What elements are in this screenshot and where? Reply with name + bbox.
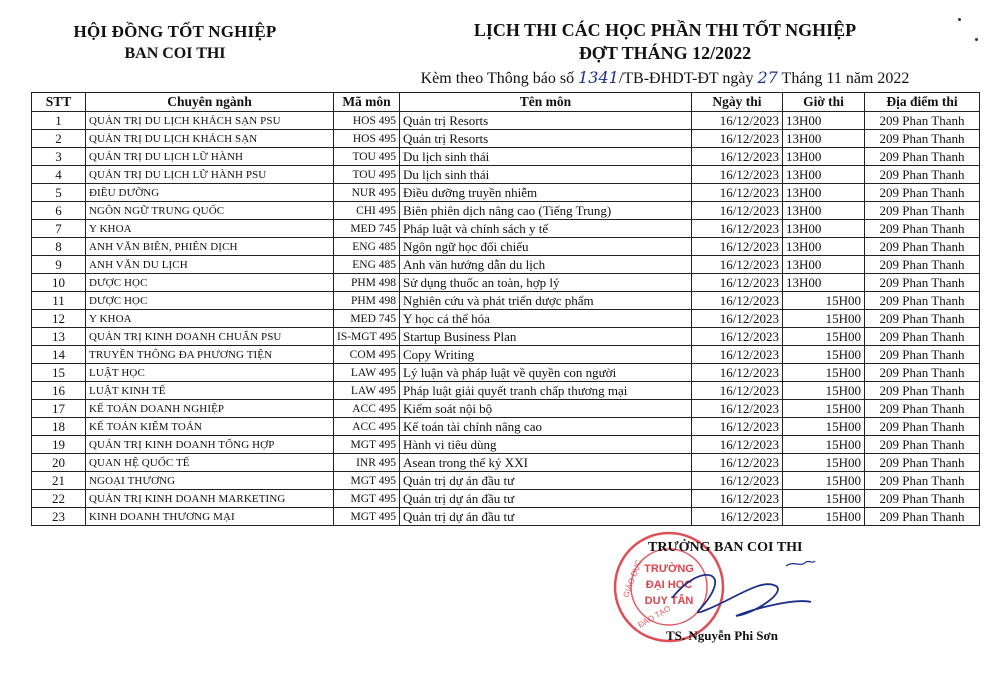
- cell-subject: Pháp luật giải quyết tranh chấp thương mại: [400, 382, 692, 400]
- cell-date: 16/12/2023: [692, 166, 783, 184]
- cell-place: 209 Phan Thanh: [865, 508, 980, 526]
- svg-text:TRƯỜNG: TRƯỜNG: [644, 563, 694, 575]
- cell-place: 209 Phan Thanh: [865, 220, 980, 238]
- table-row: [32, 148, 980, 166]
- cell-place: 209 Phan Thanh: [865, 256, 980, 274]
- cell-stt: 13: [32, 328, 86, 346]
- table-row: [32, 346, 980, 364]
- table-row: [32, 238, 980, 256]
- cell-major: LUẬT HỌC: [86, 364, 334, 382]
- cell-subject: Du lịch sinh thái: [400, 166, 692, 184]
- cell-subject: Anh văn hướng dẫn du lịch: [400, 256, 692, 274]
- cell-subject: Sử dụng thuốc an toàn, hợp lý: [400, 274, 692, 292]
- cell-date: 16/12/2023: [692, 148, 783, 166]
- cell-place: 209 Phan Thanh: [865, 400, 980, 418]
- cell-major: QUẢN TRỊ KINH DOANH MARKETING: [86, 490, 334, 508]
- table-row: [32, 454, 980, 472]
- cell-time: 13H00: [783, 148, 865, 166]
- cell-date: 16/12/2023: [692, 364, 783, 382]
- cell-place: 209 Phan Thanh: [865, 292, 980, 310]
- svg-text:DUY TÂN: DUY TÂN: [644, 595, 694, 607]
- cell-time: 13H00: [783, 130, 865, 148]
- cell-stt: 7: [32, 220, 86, 238]
- cell-stt: 5: [32, 184, 86, 202]
- cell-stt: 23: [32, 508, 86, 526]
- col-header-stt: STT: [32, 93, 86, 112]
- cell-place: 209 Phan Thanh: [865, 454, 980, 472]
- cell-major: KẾ TOÁN KIỂM TOÁN: [86, 418, 334, 436]
- cell-date: 16/12/2023: [692, 418, 783, 436]
- cell-place: 209 Phan Thanh: [865, 166, 980, 184]
- table-row: [32, 220, 980, 238]
- cell-place: 209 Phan Thanh: [865, 418, 980, 436]
- table-body: [32, 112, 980, 526]
- cell-time: 15H00: [783, 382, 865, 400]
- cell-major: QUẢN TRỊ KINH DOANH CHUẨN PSU: [86, 328, 334, 346]
- col-header-major: Chuyên ngành: [86, 93, 334, 112]
- table-row: [32, 166, 980, 184]
- cell-code: PHM 498: [334, 274, 400, 292]
- cell-date: 16/12/2023: [692, 202, 783, 220]
- cell-place: 209 Phan Thanh: [865, 148, 980, 166]
- notice-suffix: Tháng 11 năm 2022: [777, 70, 910, 87]
- cell-time: 13H00: [783, 256, 865, 274]
- cell-date: 16/12/2023: [692, 490, 783, 508]
- speck-mark: [958, 18, 961, 21]
- cell-code: NUR 495: [334, 184, 400, 202]
- cell-code: LAW 495: [334, 364, 400, 382]
- cell-code: MGT 495: [334, 436, 400, 454]
- table-row: [32, 310, 980, 328]
- cell-time: 15H00: [783, 490, 865, 508]
- cell-date: 16/12/2023: [692, 274, 783, 292]
- cell-time: 15H00: [783, 418, 865, 436]
- cell-time: 15H00: [783, 436, 865, 454]
- svg-text:ĐẠI HỌC: ĐẠI HỌC: [645, 579, 693, 591]
- cell-stt: 21: [32, 472, 86, 490]
- cell-time: 15H00: [783, 472, 865, 490]
- cell-place: 209 Phan Thanh: [865, 184, 980, 202]
- cell-date: 16/12/2023: [692, 310, 783, 328]
- cell-code: ENG 485: [334, 238, 400, 256]
- cell-code: COM 495: [334, 346, 400, 364]
- cell-subject: Quản trị Resorts: [400, 112, 692, 130]
- signer-role: TRƯỞNG BAN COI THI: [648, 540, 803, 555]
- cell-subject: Lý luận và pháp luật về quyền con người: [400, 364, 692, 382]
- cell-subject: Asean trong thế kỷ XXI: [400, 454, 692, 472]
- cell-subject: Nghiên cứu và phát triển dược phẩm: [400, 292, 692, 310]
- cell-time: 15H00: [783, 364, 865, 382]
- cell-subject: Hành vi tiêu dùng: [400, 436, 692, 454]
- table-row: [32, 472, 980, 490]
- cell-major: QUẢN TRỊ KINH DOANH TỔNG HỢP: [86, 436, 334, 454]
- table-row: [32, 184, 980, 202]
- cell-time: 15H00: [783, 454, 865, 472]
- cell-time: 13H00: [783, 274, 865, 292]
- table-row: [32, 130, 980, 148]
- table-row: [32, 364, 980, 382]
- table-row: [32, 274, 980, 292]
- cell-major: QUẢN TRỊ DU LỊCH LỮ HÀNH: [86, 148, 334, 166]
- cell-major: NGÔN NGỮ TRUNG QUỐC: [86, 202, 334, 220]
- cell-code: MGT 495: [334, 490, 400, 508]
- table-row: [32, 256, 980, 274]
- cell-place: 209 Phan Thanh: [865, 328, 980, 346]
- cell-code: TOU 495: [334, 166, 400, 184]
- table-row: [32, 400, 980, 418]
- cell-time: 15H00: [783, 328, 865, 346]
- cell-date: 16/12/2023: [692, 400, 783, 418]
- cell-date: 16/12/2023: [692, 220, 783, 238]
- svg-text:ĐÀO TẠO: ĐÀO TẠO: [636, 604, 673, 630]
- cell-time: 13H00: [783, 184, 865, 202]
- cell-place: 209 Phan Thanh: [865, 472, 980, 490]
- cell-code: HOS 495: [334, 112, 400, 130]
- signer-name: TS. Nguyễn Phi Sơn: [666, 628, 778, 643]
- cell-major: QUẢN TRỊ DU LỊCH KHÁCH SẠN: [86, 130, 334, 148]
- notice-number: 1341: [578, 68, 619, 87]
- cell-code: MED 745: [334, 310, 400, 328]
- cell-place: 209 Phan Thanh: [865, 382, 980, 400]
- col-header-code: Mã môn: [334, 93, 400, 112]
- cell-stt: 4: [32, 166, 86, 184]
- cell-stt: 19: [32, 436, 86, 454]
- cell-subject: Biên phiên dịch nâng cao (Tiếng Trung): [400, 202, 692, 220]
- cell-stt: 12: [32, 310, 86, 328]
- cell-place: 209 Phan Thanh: [865, 274, 980, 292]
- cell-time: 13H00: [783, 238, 865, 256]
- cell-place: 209 Phan Thanh: [865, 346, 980, 364]
- org-board: BAN COI THI: [124, 45, 226, 62]
- cell-code: IS-MGT 495: [334, 328, 400, 346]
- col-header-time: Giờ thi: [783, 93, 865, 112]
- handwritten-signature: [666, 558, 816, 628]
- speck-mark: [975, 38, 978, 41]
- cell-major: DƯỢC HỌC: [86, 274, 334, 292]
- cell-time: 13H00: [783, 220, 865, 238]
- page-subtitle: ĐỢT THÁNG 12/2022: [578, 43, 752, 63]
- cell-code: ENG 485: [334, 256, 400, 274]
- notice-mid: /TB-ĐHDT-ĐT ngày: [618, 70, 758, 87]
- cell-date: 16/12/2023: [692, 436, 783, 454]
- cell-stt: 6: [32, 202, 86, 220]
- cell-major: TRUYỀN THÔNG ĐA PHƯƠNG TIỆN: [86, 346, 334, 364]
- cell-time: 13H00: [783, 112, 865, 130]
- cell-stt: 1: [32, 112, 86, 130]
- table-header-row: [32, 93, 980, 112]
- cell-major: QUAN HỆ QUỐC TẾ: [86, 454, 334, 472]
- table-row: [32, 112, 980, 130]
- cell-major: ĐIỀU DƯỠNG: [86, 184, 334, 202]
- cell-date: 16/12/2023: [692, 130, 783, 148]
- cell-date: 16/12/2023: [692, 184, 783, 202]
- cell-time: 15H00: [783, 346, 865, 364]
- signature-block: [610, 528, 910, 658]
- cell-date: 16/12/2023: [692, 238, 783, 256]
- cell-time: 13H00: [783, 166, 865, 184]
- table-row: [32, 202, 980, 220]
- cell-stt: 8: [32, 238, 86, 256]
- cell-stt: 18: [32, 418, 86, 436]
- col-header-date: Ngày thi: [692, 93, 783, 112]
- cell-stt: 9: [32, 256, 86, 274]
- table-row: [32, 382, 980, 400]
- exam-schedule-table: [31, 92, 980, 526]
- cell-place: 209 Phan Thanh: [865, 436, 980, 454]
- cell-time: 15H00: [783, 400, 865, 418]
- cell-code: MGT 495: [334, 508, 400, 526]
- cell-stt: 10: [32, 274, 86, 292]
- notice-reference: [385, 68, 945, 88]
- cell-stt: 20: [32, 454, 86, 472]
- cell-subject: Quản trị dự án đầu tư: [400, 490, 692, 508]
- cell-major: KẾ TOÁN DOANH NGHIỆP: [86, 400, 334, 418]
- svg-text:GIÁO DỤC: GIÁO DỤC: [621, 558, 644, 599]
- cell-code: PHM 498: [334, 292, 400, 310]
- cell-place: 209 Phan Thanh: [865, 238, 980, 256]
- cell-code: INR 495: [334, 454, 400, 472]
- table-row: [32, 490, 980, 508]
- cell-date: 16/12/2023: [692, 454, 783, 472]
- cell-time: 15H00: [783, 292, 865, 310]
- cell-code: LAW 495: [334, 382, 400, 400]
- cell-place: 209 Phan Thanh: [865, 202, 980, 220]
- cell-stt: 22: [32, 490, 86, 508]
- table-row: [32, 436, 980, 454]
- cell-subject: Kiểm soát nội bộ: [400, 400, 692, 418]
- cell-stt: 17: [32, 400, 86, 418]
- cell-subject: Du lịch sinh thái: [400, 148, 692, 166]
- cell-major: DƯỢC HỌC: [86, 292, 334, 310]
- cell-code: MGT 495: [334, 472, 400, 490]
- cell-time: 15H00: [783, 508, 865, 526]
- cell-major: LUẬT KINH TẾ: [86, 382, 334, 400]
- table-row: [32, 292, 980, 310]
- cell-subject: Kế toán tài chính nâng cao: [400, 418, 692, 436]
- title-block: [385, 20, 945, 88]
- cell-date: 16/12/2023: [692, 382, 783, 400]
- cell-date: 16/12/2023: [692, 328, 783, 346]
- cell-major: QUẢN TRỊ DU LỊCH LỮ HÀNH PSU: [86, 166, 334, 184]
- page-title: LỊCH THI CÁC HỌC PHẦN THI TỐT NGHIỆP: [473, 20, 857, 40]
- cell-subject: Copy Writing: [400, 346, 692, 364]
- cell-time: 15H00: [783, 310, 865, 328]
- cell-code: ACC 495: [334, 400, 400, 418]
- cell-subject: Startup Business Plan: [400, 328, 692, 346]
- cell-major: NGOẠI THƯƠNG: [86, 472, 334, 490]
- cell-major: QUẢN TRỊ DU LỊCH KHÁCH SẠN PSU: [86, 112, 334, 130]
- cell-date: 16/12/2023: [692, 256, 783, 274]
- cell-stt: 2: [32, 130, 86, 148]
- table-row: [32, 328, 980, 346]
- cell-date: 16/12/2023: [692, 472, 783, 490]
- cell-place: 209 Phan Thanh: [865, 130, 980, 148]
- cell-subject: Điều dưỡng truyền nhiễm: [400, 184, 692, 202]
- cell-date: 16/12/2023: [692, 292, 783, 310]
- cell-place: 209 Phan Thanh: [865, 112, 980, 130]
- cell-stt: 15: [32, 364, 86, 382]
- cell-code: MED 745: [334, 220, 400, 238]
- cell-subject: Ngôn ngữ học đối chiếu: [400, 238, 692, 256]
- notice-prefix: Kèm theo Thông báo số: [420, 70, 579, 87]
- cell-subject: Quản trị Resorts: [400, 130, 692, 148]
- cell-major: ANH VĂN DU LỊCH: [86, 256, 334, 274]
- cell-stt: 11: [32, 292, 86, 310]
- cell-subject: Pháp luật và chính sách y tế: [400, 220, 692, 238]
- cell-subject: Quản trị dự án đầu tư: [400, 508, 692, 526]
- table-row: [32, 508, 980, 526]
- cell-code: CHI 495: [334, 202, 400, 220]
- table-row: [32, 418, 980, 436]
- cell-code: HOS 495: [334, 130, 400, 148]
- cell-subject: Quản trị dự án đầu tư: [400, 472, 692, 490]
- cell-stt: 14: [32, 346, 86, 364]
- cell-place: 209 Phan Thanh: [865, 310, 980, 328]
- cell-place: 209 Phan Thanh: [865, 364, 980, 382]
- cell-major: Y KHOA: [86, 220, 334, 238]
- cell-code: ACC 495: [334, 418, 400, 436]
- cell-time: 13H00: [783, 202, 865, 220]
- cell-code: TOU 495: [334, 148, 400, 166]
- cell-major: Y KHOA: [86, 310, 334, 328]
- cell-major: KINH DOANH THƯƠNG MẠI: [86, 508, 334, 526]
- org-block: [40, 22, 310, 63]
- cell-place: 209 Phan Thanh: [865, 490, 980, 508]
- cell-major: ANH VĂN BIÊN, PHIÊN DỊCH: [86, 238, 334, 256]
- col-header-place: Địa điểm thi: [865, 93, 980, 112]
- notice-day: 27: [757, 68, 778, 87]
- cell-stt: 16: [32, 382, 86, 400]
- cell-date: 16/12/2023: [692, 508, 783, 526]
- cell-stt: 3: [32, 148, 86, 166]
- cell-date: 16/12/2023: [692, 112, 783, 130]
- cell-subject: Y học cá thể hóa: [400, 310, 692, 328]
- cell-date: 16/12/2023: [692, 346, 783, 364]
- col-header-subject: Tên môn: [400, 93, 692, 112]
- org-council: HỘI ĐỒNG TỐT NGHIỆP: [73, 22, 277, 41]
